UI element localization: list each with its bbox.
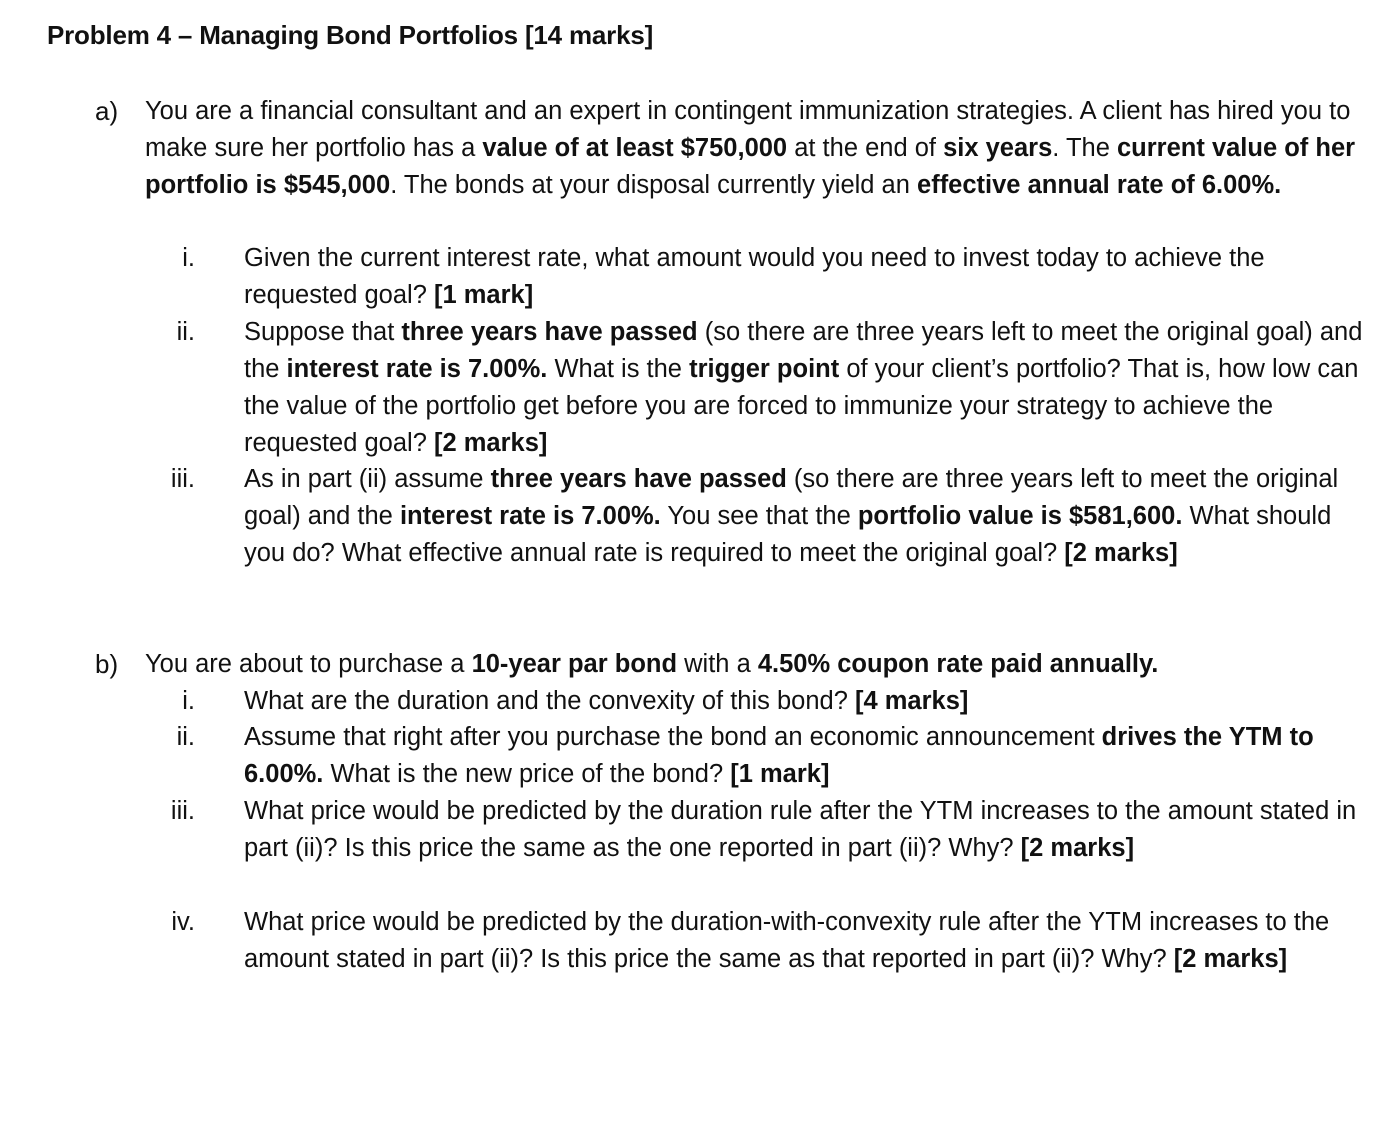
text-segment: What price would be predicted by the duration rule after the YTM increases to the amount stated in part (ii)? Is this price the same as the one reported in part (ii)? Why? [244, 797, 1357, 862]
part-a-intro [145, 93, 1365, 204]
bold-text-segment: interest rate is 7.00%. [399, 502, 661, 530]
part-a-letter: a) [95, 96, 119, 126]
text-segment: You see that the [660, 502, 858, 530]
text-segment: What are the duration and the convexity of this bond? [244, 687, 855, 715]
text-segment: Suppose that [244, 318, 402, 346]
bold-text-segment: current value of her portfolio is $545,000 [145, 134, 1356, 199]
part-b-letter: b) [95, 649, 119, 679]
text-segment: with a [677, 650, 758, 678]
part-b-item-4-text [244, 904, 1364, 978]
bold-text-segment: interest rate is 7.00%. [286, 355, 548, 383]
part-b-item-3-text [244, 793, 1364, 867]
text-segment: (so there are three years left to meet the original goal) and the [244, 318, 1363, 383]
bold-text-segment: three years have passed [401, 318, 698, 346]
bold-text-segment: value of at least $750,000 [482, 134, 788, 162]
part-a-item-2-number: ii. [176, 318, 195, 346]
bold-text-segment: 4.50% coupon rate paid annually. [757, 650, 1159, 678]
part-b-item-3-number: iii. [170, 797, 195, 825]
text-segment: What should you do? What effective annual rate is required to meet the original goal? [244, 502, 1332, 567]
part-b-item-2-number: ii. [176, 723, 195, 751]
text-segment: You are about to purchase a [145, 650, 472, 678]
part-a-item-1-number: i. [182, 244, 195, 272]
bold-text-segment: six years [943, 134, 1053, 162]
page-title: Problem 4 – Managing Bond Portfolios [14 marks] [47, 20, 654, 50]
bold-text-segment: [2 marks] [1173, 945, 1288, 973]
text-segment: . The [1052, 134, 1117, 162]
bold-text-segment: [4 marks] [854, 687, 969, 715]
bold-text-segment: [2 marks] [433, 429, 548, 457]
bold-text-segment: [2 marks] [1020, 834, 1135, 862]
bold-text-segment: three years have passed [490, 465, 787, 493]
part-a-item-3-number: iii. [170, 465, 195, 493]
text-segment: You are a financial consultant and an expert in contingent immunization strategies. A client has hired you to make sure her portfolio has a [145, 97, 1351, 162]
part-a-item-3-text [244, 461, 1364, 572]
text-segment: (so there are three years left to meet the original goal) and the [244, 465, 1339, 530]
part-a-item-1-text [244, 240, 1364, 314]
bold-text-segment: [1 mark] [433, 281, 534, 309]
text-segment: What price would be predicted by the duration-with-convexity rule after the YTM increases to the amount stated in part (ii)? Is this price the same as that reported in part (ii)? Why? [244, 908, 1330, 973]
part-b-item-1-text [244, 683, 1364, 720]
text-segment: . The bonds at your disposal currently yield an [390, 171, 918, 199]
text-segment: Given the current interest rate, what amount would you need to invest today to achieve the requested goal? [244, 244, 1265, 309]
bold-text-segment: trigger point [689, 355, 840, 383]
text-segment: What is the new price of the bond? [323, 760, 731, 788]
text-segment: What is the [547, 355, 690, 383]
part-a-item-2-text [244, 314, 1364, 462]
bold-text-segment: portfolio value is $581,600. [857, 502, 1183, 530]
text-segment: of your client’s portfolio? That is, how low can the value of the portfolio get before you are forced to immunize your strategy to achieve the requested goal? [244, 355, 1359, 457]
text-segment: Assume that right after you purchase the bond an economic announcement [244, 723, 1102, 751]
text-segment: As in part (ii) assume [244, 465, 491, 493]
bold-text-segment: drives the YTM to 6.00%. [244, 723, 1314, 788]
text-segment: at the end of [787, 134, 944, 162]
part-b-item-2-text [244, 719, 1364, 793]
bold-text-segment: 10-year par bond [471, 650, 678, 678]
bold-text-segment: [1 mark] [730, 760, 830, 788]
bold-text-segment: [2 marks] [1064, 539, 1178, 567]
part-b-intro [145, 646, 1365, 683]
part-b-item-1-number: i. [182, 687, 195, 715]
bold-text-segment: effective annual rate of 6.00%. [917, 171, 1282, 199]
part-b-item-4-number: iv. [171, 908, 195, 936]
